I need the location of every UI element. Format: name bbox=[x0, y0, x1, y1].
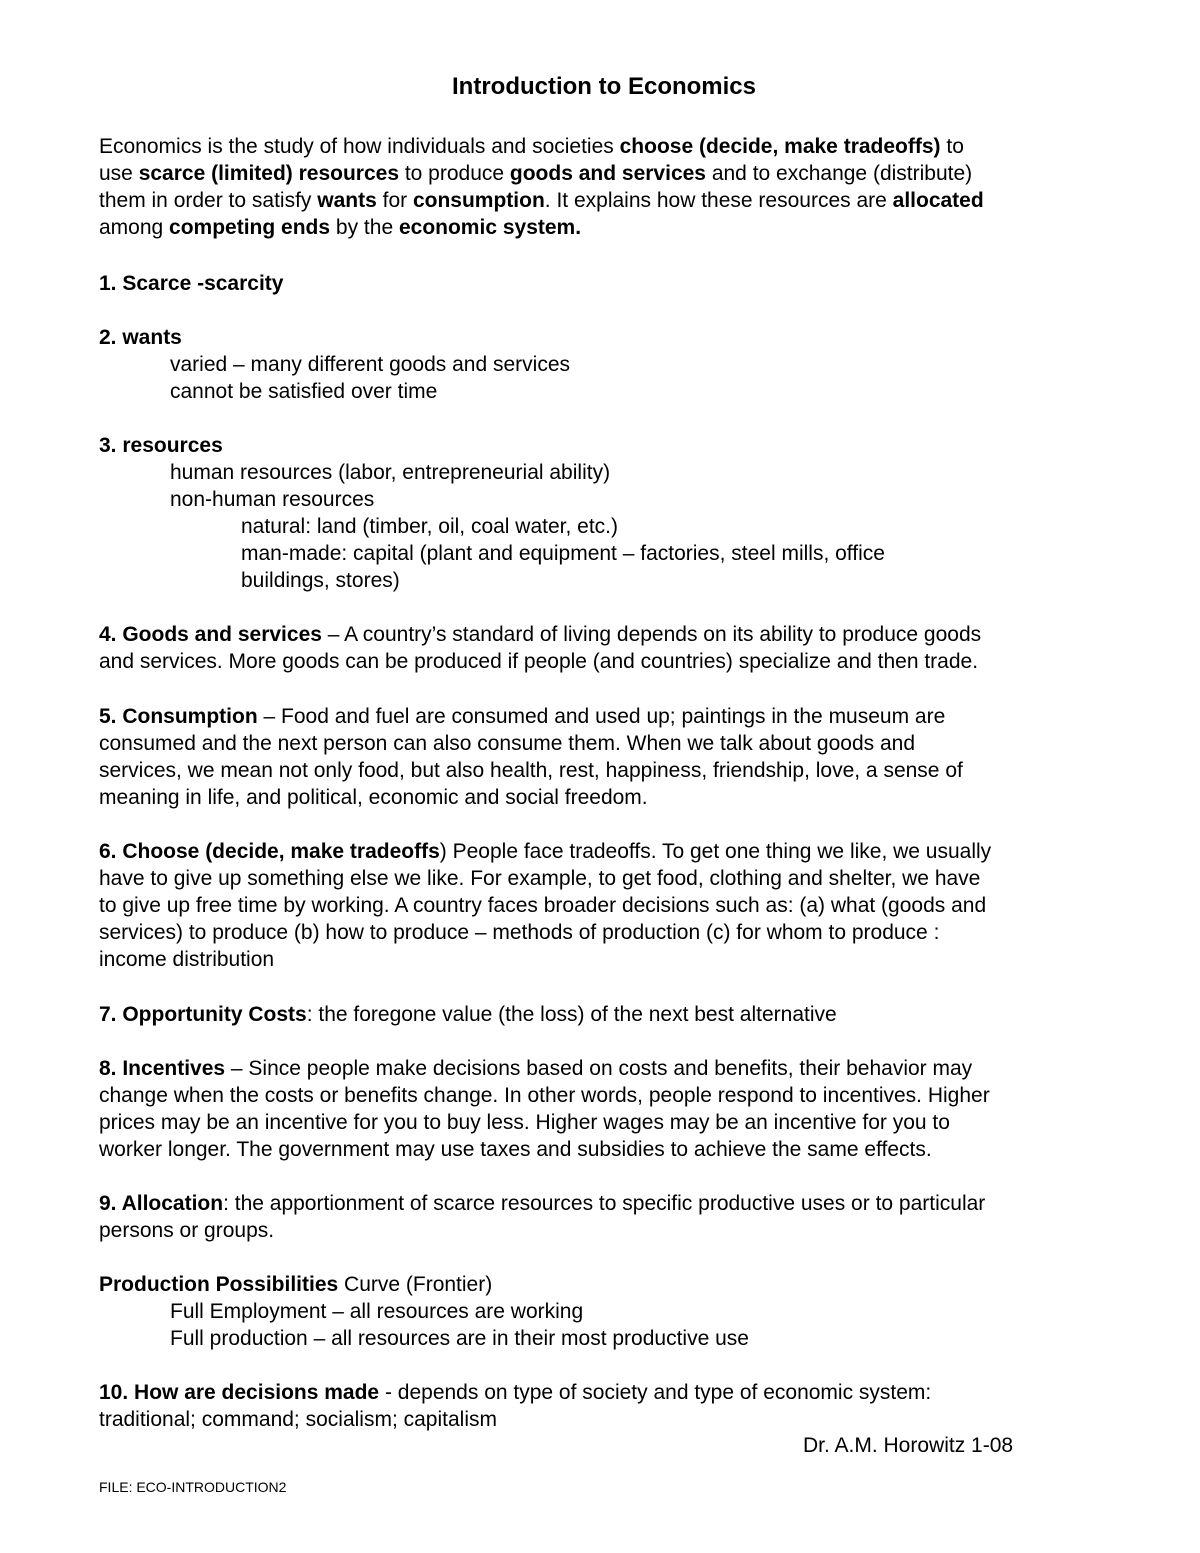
text-run: them in order to satisfy bbox=[99, 189, 318, 212]
paragraph-line: traditional; command; socialism; capitalism bbox=[99, 1408, 497, 1431]
list-item: varied – many different goods and services bbox=[170, 353, 571, 376]
paragraph-line: prices may be an incentive for you to buy less. Higher wages may be an incentive for you to bbox=[99, 1111, 950, 1134]
section-scarcity bbox=[99, 270, 1109, 297]
list-item: Full production – all resources are in their most productive use bbox=[170, 1327, 749, 1350]
text-run: - depends on type of society and type of economic system: bbox=[379, 1381, 932, 1404]
bold-term: goods and services bbox=[509, 162, 706, 185]
paragraph-line: services) to produce (b) how to produce – methods of production (c) for whom to produce : bbox=[99, 921, 940, 944]
paragraph-line: consumed and the next person can also consume them. When we talk about goods and bbox=[99, 732, 916, 755]
section-consumption bbox=[99, 703, 1109, 811]
intro-paragraph bbox=[99, 133, 1109, 241]
text-run: among bbox=[99, 216, 170, 239]
paragraph-line: and services. More goods can be produced if people (and countries) specialize and then trade. bbox=[99, 650, 979, 673]
paragraph-line: meaning in life, and political, economic and social freedom. bbox=[99, 786, 648, 809]
section-incentives bbox=[99, 1055, 1109, 1163]
section-heading: 8. Incentives bbox=[99, 1057, 226, 1080]
section-opportunity-costs bbox=[99, 1001, 1109, 1028]
sub-list-item: buildings, stores) bbox=[241, 569, 400, 592]
section-heading: 5. Consumption bbox=[99, 705, 258, 728]
section-heading: 7. Opportunity Costs bbox=[99, 1003, 307, 1026]
text-run: : the apportionment of scarce resources to specific productive uses or to particular bbox=[223, 1192, 986, 1215]
text-run: Economics is the study of how individuals and societies bbox=[99, 135, 620, 158]
intro-line bbox=[99, 133, 1109, 160]
paragraph-line: persons or groups. bbox=[99, 1219, 275, 1242]
text-run: Curve (Frontier) bbox=[338, 1273, 493, 1296]
bold-term: scarce (limited) resources bbox=[138, 162, 399, 185]
bold-term: consumption bbox=[412, 189, 545, 212]
bold-term: competing ends bbox=[169, 216, 331, 239]
text-run: : the foregone value (the loss) of the next best alternative bbox=[306, 1003, 837, 1026]
list-item: human resources (labor, entrepreneurial ability) bbox=[170, 461, 611, 484]
section-heading: 6. Choose (decide, make tradeoffs bbox=[99, 840, 440, 863]
bold-term: wants bbox=[317, 189, 377, 212]
section-heading: 9. Allocation bbox=[99, 1192, 224, 1215]
paragraph-line: to give up free time by working. A country faces broader decisions such as: (a) what (goods and bbox=[99, 894, 987, 917]
paragraph-line: services, we mean not only food, but also health, rest, happiness, friendship, love, a sense of bbox=[99, 759, 963, 782]
section-goods-services bbox=[99, 621, 1109, 675]
intro-line bbox=[99, 187, 1109, 214]
bold-term: economic system. bbox=[398, 216, 582, 239]
section-choose bbox=[99, 838, 1109, 973]
text-run: use bbox=[99, 162, 139, 185]
text-run: – A country’s standard of living depends on its ability to produce goods bbox=[321, 623, 982, 646]
text-run: to produce bbox=[399, 162, 510, 185]
list-item: cannot be satisfied over time bbox=[170, 380, 438, 403]
section-allocation bbox=[99, 1190, 1109, 1244]
file-label: FILE: ECO-INTRODUCTION2 bbox=[99, 1479, 287, 1495]
paragraph-line: worker longer. The government may use taxes and subsidies to achieve the same effects. bbox=[99, 1138, 932, 1161]
paragraph-line: have to give up something else we like. For example, to get food, clothing and shelter, we have bbox=[99, 867, 981, 890]
section-heading: Production Possibilities bbox=[99, 1273, 339, 1296]
intro-line bbox=[99, 160, 1109, 187]
section-heading: 10. How are decisions made bbox=[99, 1381, 380, 1404]
text-run: for bbox=[376, 189, 413, 212]
section-heading: 3. resources bbox=[99, 434, 223, 457]
text-run: . It explains how these resources are bbox=[544, 189, 893, 212]
text-run: – Since people make decisions based on costs and benefits, their behavior may bbox=[225, 1057, 973, 1080]
sub-list-item: natural: land (timber, oil, coal water, etc.) bbox=[241, 515, 619, 538]
text-run: – Food and fuel are consumed and used up; paintings in the museum are bbox=[257, 705, 946, 728]
section-decisions bbox=[99, 1379, 1109, 1433]
section-heading: 2. wants bbox=[99, 326, 182, 349]
section-heading: 4. Goods and services bbox=[99, 623, 322, 646]
paragraph-line: income distribution bbox=[99, 948, 275, 971]
bold-term: allocated bbox=[892, 189, 984, 212]
bold-term: choose (decide, make tradeoffs) bbox=[619, 135, 941, 158]
section-heading: 1. Scarce -scarcity bbox=[99, 272, 284, 295]
sub-list-item: man-made: capital (plant and equipment – factories, steel mills, office bbox=[241, 542, 885, 565]
intro-line bbox=[99, 214, 1109, 241]
section-production-possibilities bbox=[99, 1271, 1109, 1352]
author-signature: Dr. A.M. Horowitz 1-08 bbox=[803, 1434, 1014, 1457]
section-resources bbox=[99, 432, 1109, 594]
section-wants bbox=[99, 324, 1109, 405]
text-run: by the bbox=[330, 216, 399, 239]
text-run: to bbox=[940, 135, 964, 158]
document-title: Introduction to Economics bbox=[452, 73, 756, 100]
list-item: non-human resources bbox=[170, 488, 375, 511]
paragraph-line: change when the costs or benefits change. In other words, people respond to incentives. Higher bbox=[99, 1084, 990, 1107]
text-run: ) People face tradeoffs. To get one thing we like, we usually bbox=[439, 840, 992, 863]
list-item: Full Employment – all resources are working bbox=[170, 1300, 584, 1323]
text-run: and to exchange (distribute) bbox=[705, 162, 973, 185]
